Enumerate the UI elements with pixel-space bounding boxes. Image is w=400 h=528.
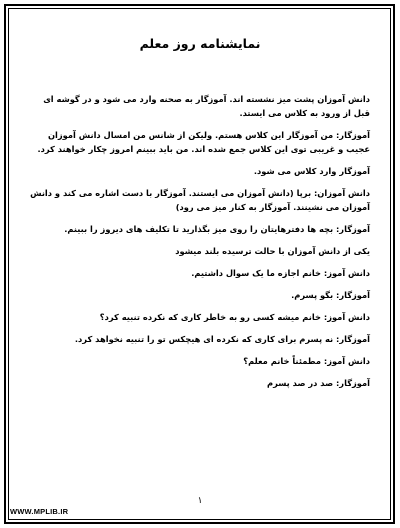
footer-url: WWW.MPLIB.IR [10,507,69,516]
page-number: ۱ [197,496,203,506]
paragraph: آموزگار: بگو پسرم. [291,290,370,300]
paragraph: آموزگار: صد در صد پسرم [266,378,370,388]
paragraph: دانش آموز: خانم اجازه ما یک سوال داشتیم. [191,268,370,278]
document-title: نمایشنامه روز معلم [139,36,261,51]
paragraph: آموزگار وارد کلاس می شود. [253,166,370,176]
paragraph: آموزگار: من آموزگار این کلاس هستم. ولیکن از شانس من امسال دانش آموزان عجیب و غریبی توی این کلاس جمع شده اند. من باید ببینم امروز چکار خواهند کرد. [37,130,370,154]
paragraph: دانش آموز: مطمئناً خانم معلم؟ [243,356,370,366]
paragraph: دانش آموزان: برپا (دانش آموزان می ایستند. آموزگار با دست اشاره می کند و دانش آموزان می نشینند. آموزگار به کنار میز می رود) [30,188,370,212]
paragraph: آموزگار: نه پسرم برای کاری که نکرده ای هیچکس تو را تنبیه نخواهد کرد. [74,334,370,344]
paragraph: یکی از دانش آموزان با حالت ترسیده بلند میشود [175,246,370,256]
document-body [30,92,370,398]
paragraph: دانش آموزان پشت میز نشسته اند. آموزگار به صحنه وارد می شود و در گوشه ای قبل از ورود به کلاس می ایستد. [43,94,370,118]
paragraph: دانش آموز: خانم میشه کسی رو به خاطر کاری که نکرده تنبیه کرد؟ [99,312,370,322]
paragraph: آموزگار: بچه ها دفترهایتان را روی میز بگذارید تا تکلیف های دیروز را ببینم. [64,224,370,234]
